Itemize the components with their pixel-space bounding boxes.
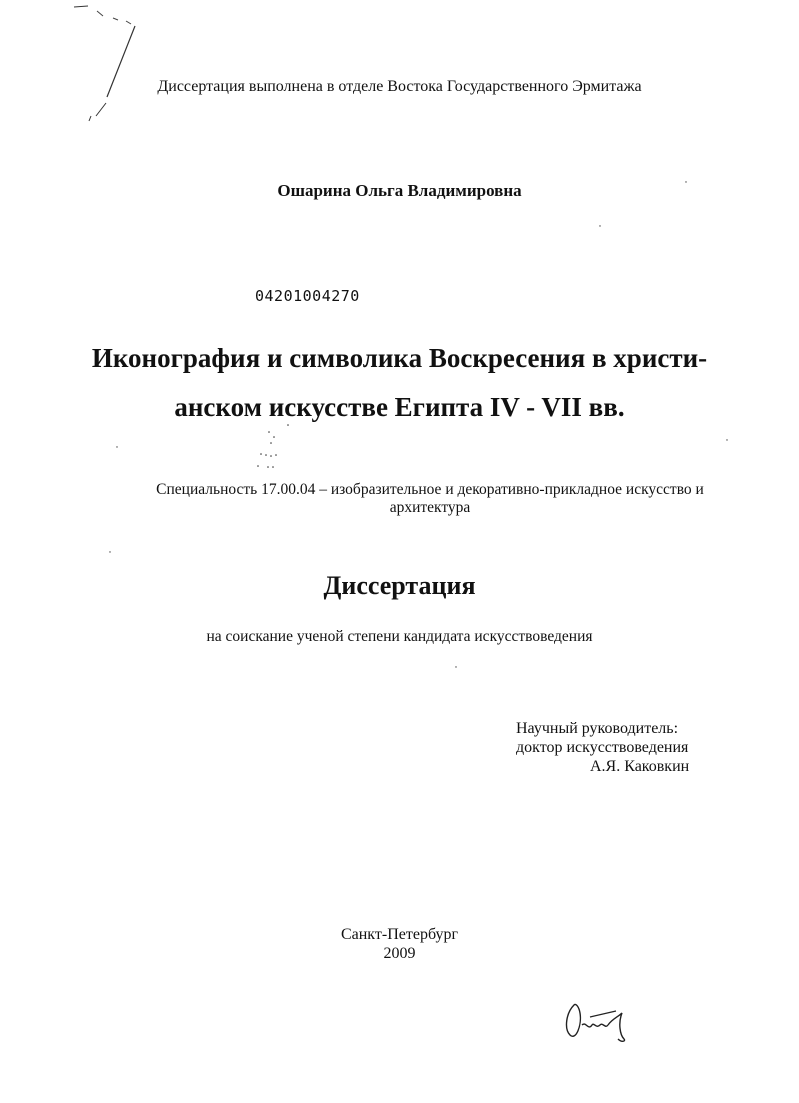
handwritten-signature	[560, 995, 650, 1045]
registration-code: 04201004270	[255, 287, 360, 305]
document-heading: Диссертация	[323, 571, 476, 600]
title-line-2: анском искусстве Египта IV - VII вв.	[174, 392, 625, 422]
supervisor-name: А.Я. Каковкин	[590, 758, 690, 775]
supervisor-degree: доктор искусствоведения	[516, 739, 689, 756]
city: Санкт-Петербург	[340, 926, 459, 943]
title-line-1: Иконография и символика Воскресения в христи-	[91, 343, 708, 373]
degree-line: на соискание ученой степени кандидата искусствоведения	[206, 628, 593, 645]
institution-line: Диссертация выполнена в отделе Востока Государственного Эрмитажа	[157, 78, 642, 95]
author-name: Ошарина Ольга Владимировна	[277, 181, 522, 200]
specialty-line: Специальность 17.00.04 – изобразительное и декоративно-прикладное искусство и архитектура	[156, 481, 704, 516]
year: 2009	[383, 945, 416, 962]
supervisor-label: Научный руководитель:	[516, 720, 679, 737]
